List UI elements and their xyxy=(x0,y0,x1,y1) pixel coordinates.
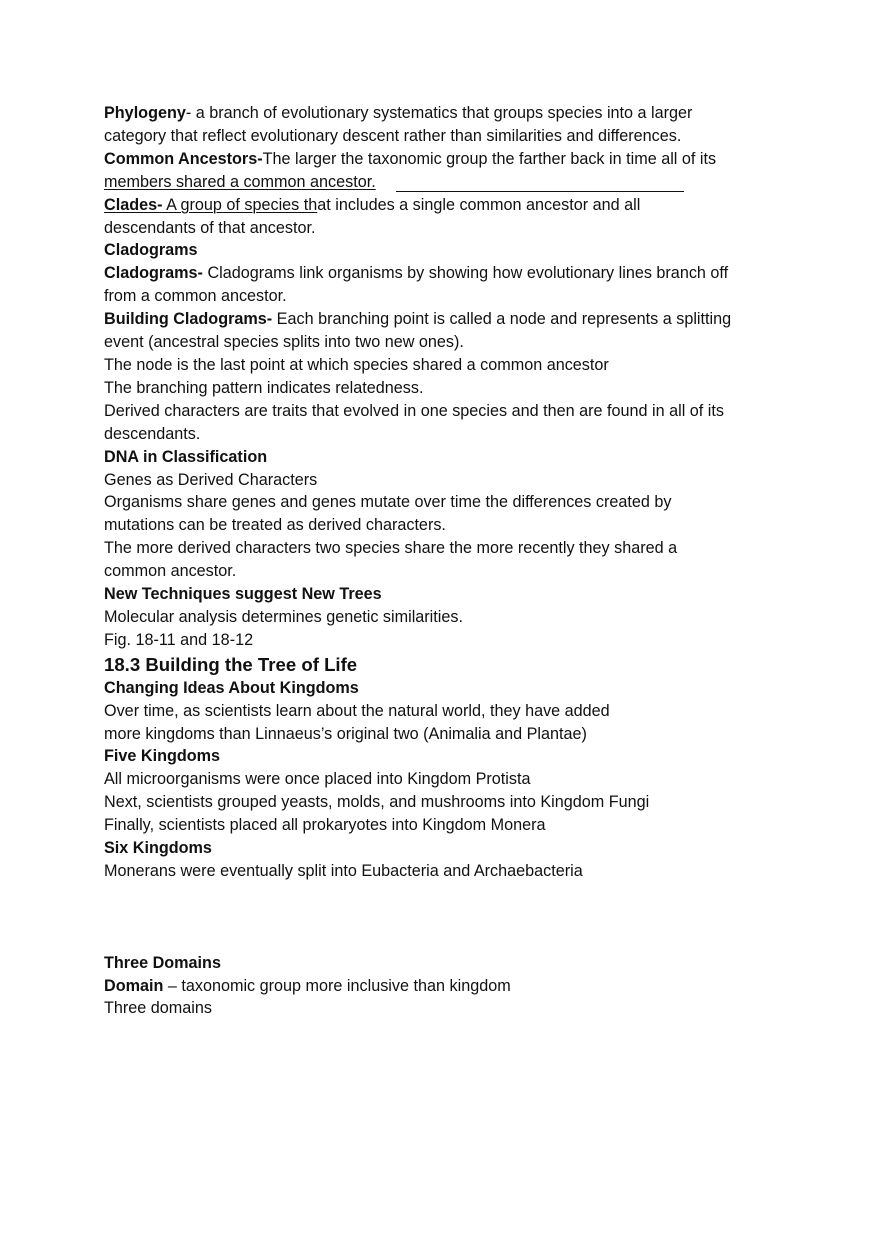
domain-text: – taxonomic group more inclusive than kingdom xyxy=(163,976,511,995)
changing-heading: Changing Ideas About Kingdoms xyxy=(104,678,359,697)
genes-line-4: The more derived characters two species share the more recently they shared a xyxy=(104,539,678,558)
three-domains-heading: Three Domains xyxy=(104,953,221,972)
domain-line-2: Three domains xyxy=(104,999,212,1018)
new-techniques-line-1: Molecular analysis determines genetic similarities. xyxy=(104,607,463,626)
genes-line-2: Organisms share genes and genes mutate over time the differences created by xyxy=(104,493,672,512)
five-kingdoms-line-2: Next, scientists grouped yeasts, molds, and mushrooms into Kingdom Fungi xyxy=(104,793,650,812)
new-techniques-line-2: Fig. 18-11 and 18-12 xyxy=(104,630,254,649)
genes-line-1: Genes as Derived Characters xyxy=(104,470,318,489)
changing-line-1: Over time, as scientists learn about the natural world, they have added xyxy=(104,701,610,720)
clades-line-1 xyxy=(104,194,784,217)
building-cladograms-line-1 xyxy=(104,308,784,331)
blank-space xyxy=(104,883,784,952)
cladograms-heading: Cladograms xyxy=(104,241,198,260)
common-ancestors-term: Common Ancestors- xyxy=(104,149,263,168)
common-ancestors-underlined: members shared a common ancestor. xyxy=(104,172,376,191)
five-kingdoms-heading: Five Kingdoms xyxy=(104,747,221,766)
common-ancestors-line-2 xyxy=(104,171,784,194)
new-techniques-heading: New Techniques suggest New Trees xyxy=(104,585,382,604)
clades-text: at includes a single common ancestor and all xyxy=(317,195,641,214)
phylogeny-line-1 xyxy=(104,102,784,125)
phylogeny-text: - a branch of evolutionary systematics that groups species into a larger xyxy=(185,104,693,122)
building-cladograms-line-5: Derived characters are traits that evolved in one species and then are found in all of its xyxy=(104,401,724,420)
building-cladograms-line-4: The branching pattern indicates relatedness. xyxy=(104,378,424,397)
genes-line-5: common ancestor. xyxy=(104,562,237,581)
domain-term: Domain xyxy=(104,976,164,995)
five-kingdoms-line-3: Finally, scientists placed all prokaryotes into Kingdom Monera xyxy=(104,816,546,835)
domain-def-line xyxy=(104,975,784,998)
cladograms-def-line-2: from a common ancestor. xyxy=(104,287,287,306)
cladograms-def-line-1 xyxy=(104,262,784,285)
cladograms-term: Cladograms- xyxy=(104,264,203,283)
common-ancestors-text: The larger the taxonomic group the farther back in time all of its xyxy=(262,149,717,168)
building-cladograms-line-6: descendants. xyxy=(104,424,201,443)
building-cladograms-text: Each branching point is called a node and represents a splitting xyxy=(272,310,732,329)
document-page xyxy=(104,102,784,1020)
cladograms-text: Cladograms link organisms by showing how evolutionary lines branch off xyxy=(202,264,729,283)
six-kingdoms-heading: Six Kingdoms xyxy=(104,839,212,858)
phylogeny-term: Phylogeny xyxy=(104,104,186,122)
building-cladograms-line-2: event (ancestral species splits into two new ones). xyxy=(104,333,464,352)
common-ancestors-line-1 xyxy=(104,148,784,171)
clades-term: Clades- xyxy=(104,195,163,214)
clades-underlined: A group of species th xyxy=(162,195,318,214)
phylogeny-line-2: category that reflect evolutionary descent rather than similarities and differences. xyxy=(104,126,682,145)
six-kingdoms-line-1: Monerans were eventually split into Eubacteria and Archaebacteria xyxy=(104,862,583,880)
five-kingdoms-line-1: All microorganisms were once placed into Kingdom Protista xyxy=(104,770,531,789)
building-cladograms-line-3: The node is the last point at which species shared a common ancestor xyxy=(104,355,609,374)
building-cladograms-term: Building Cladograms- xyxy=(104,310,273,329)
genes-line-3: mutations can be treated as derived characters. xyxy=(104,516,446,535)
clades-line-2: descendants of that ancestor. xyxy=(104,218,316,237)
dna-heading: DNA in Classification xyxy=(104,447,268,466)
changing-line-2: more kingdoms than Linnaeus’s original two (Animalia and Plantae) xyxy=(104,724,587,743)
section-title: 18.3 Building the Tree of Life xyxy=(104,653,358,675)
